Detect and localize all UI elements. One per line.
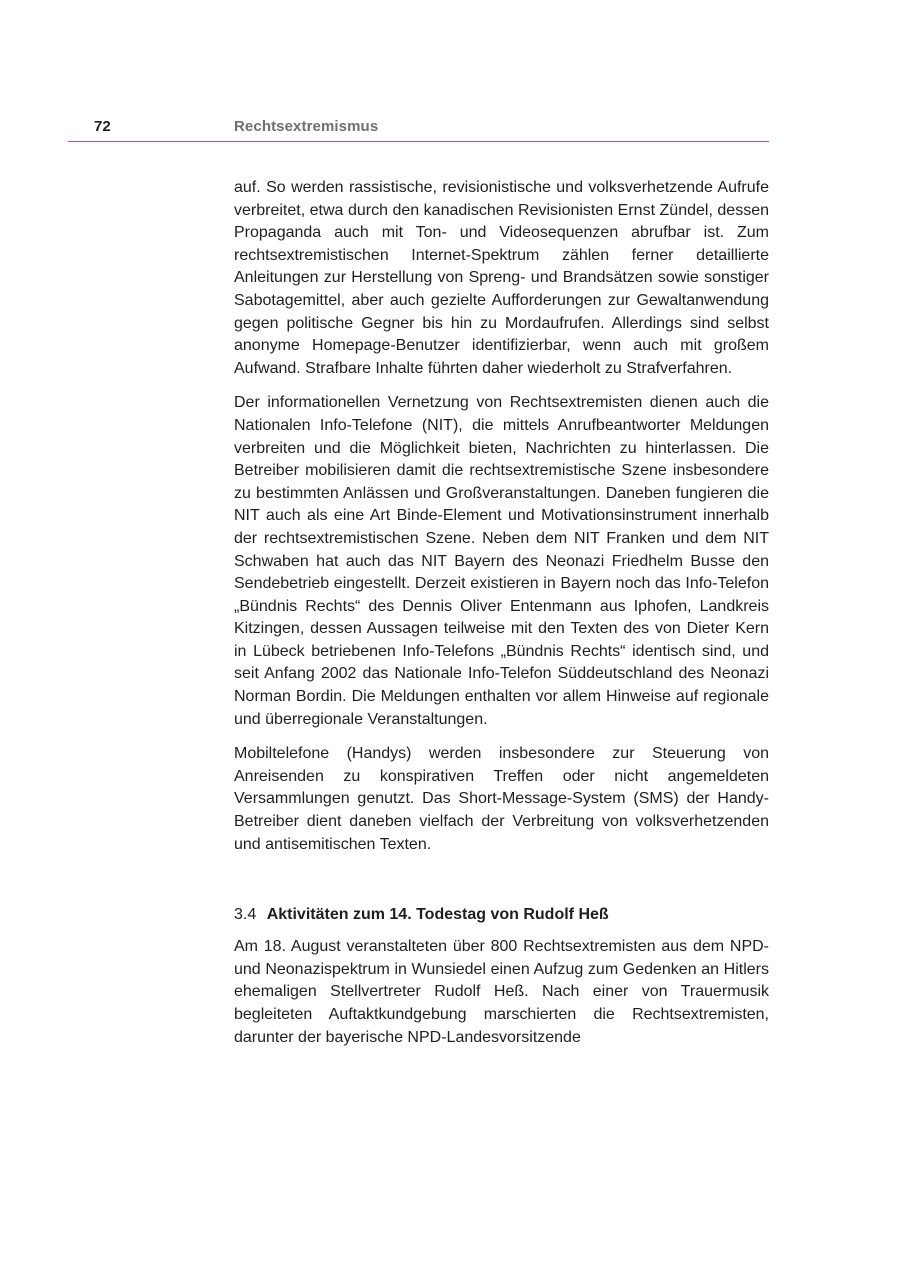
section-number: 3.4 xyxy=(234,906,257,924)
header-divider xyxy=(68,141,769,142)
page-number: 72 xyxy=(94,118,111,135)
running-title: Rechtsextremismus xyxy=(234,118,379,135)
section-title: Aktivitäten zum 14. Todestag von Rudolf Heß xyxy=(266,906,609,924)
page-header xyxy=(0,0,900,150)
paragraph-todestag: Am 18. August veranstalteten über 800 Rechtsextremisten aus dem NPD- und Neonazispektrum in Wunsiedel einen Aufzug zum Gedenken an Hitlers ehemaligen Stellvertreter Rudolf Heß. Nach einer von Trauermusik begleiteten Auftaktkundgebung marschierten die Rechtsextremisten, darunter der bayerische NPD-Landesvorsitzende xyxy=(234,938,769,1046)
section-heading xyxy=(234,904,769,926)
body-text xyxy=(234,177,769,1061)
paragraph-internet-propaganda: auf. So werden rassistische, revisionistische und volksverhetzende Aufrufe verbreitet, etwa durch den kanadischen Revisionisten Ernst Zündel, dessen Propaganda auch mit Ton- und Videosequenzen abrufbar ist. Zum rechtsextremistischen Internet-Spektrum zählen ferner detaillierte Anleitungen zur Herstellung von Spreng- und Brandsätzen sowie sonstiger Sabotagemittel, aber auch gezielte Aufforderungen zur Gewaltanwendung gegen politische Gegner bis hin zu Mordaufrufen. Allerdings sind selbst anonyme Homepage-Benutzer identifizierbar, wenn auch mit großem Aufwand. Strafbare Inhalte führten daher wiederholt zu Strafverfahren. xyxy=(234,179,769,377)
paragraph-info-telefone: Der informationellen Vernetzung von Rechtsextremisten dienen auch die Nationalen Info-Telefone (NIT), die mittels Anrufbeantworter Meldungen verbreiten und die Möglichkeit bieten, Nachrichten zu hinterlassen. Die Betreiber mobilisieren damit die rechtsextremistische Szene insbesondere zu bestimmten Anlässen und Großveranstaltungen. Daneben fungieren die NIT auch als eine Art Binde-Element und Motivationsinstrument innerhalb der rechtsextremistischen Szene. Neben dem NIT Franken und dem NIT Schwaben hat auch das NIT Bayern des Neonazi Friedhelm Busse den Sendebetrieb eingestellt. Derzeit existieren in Bayern noch das Info-Telefon „Bündnis Rechts“ des Dennis Oliver Entenmann aus Iphofen, Landkreis Kitzingen, dessen Aussagen teilweise mit den Texten des von Dieter Kern in Lübeck betriebenen Info-Telefons „Bündnis Rechts“ identisch sind, und seit Anfang 2002 das Nationale Info-Telefon Süddeutschland des Neonazi Norman Bordin. Die Meldungen enthalten vor allem Hinweise auf regionale und überregionale Veranstaltungen. xyxy=(234,394,769,728)
paragraph-mobiltelefone: Mobiltelefone (Handys) werden insbesondere zur Steuerung von Anreisenden zu konspirativen Treffen oder nicht angemeldeten Versammlungen genutzt. Das Short-Message-System (SMS) der Handy-Betreiber dient daneben vielfach der Verbreitung von volksverhetzenden und antisemitischen Texten. xyxy=(234,745,769,853)
